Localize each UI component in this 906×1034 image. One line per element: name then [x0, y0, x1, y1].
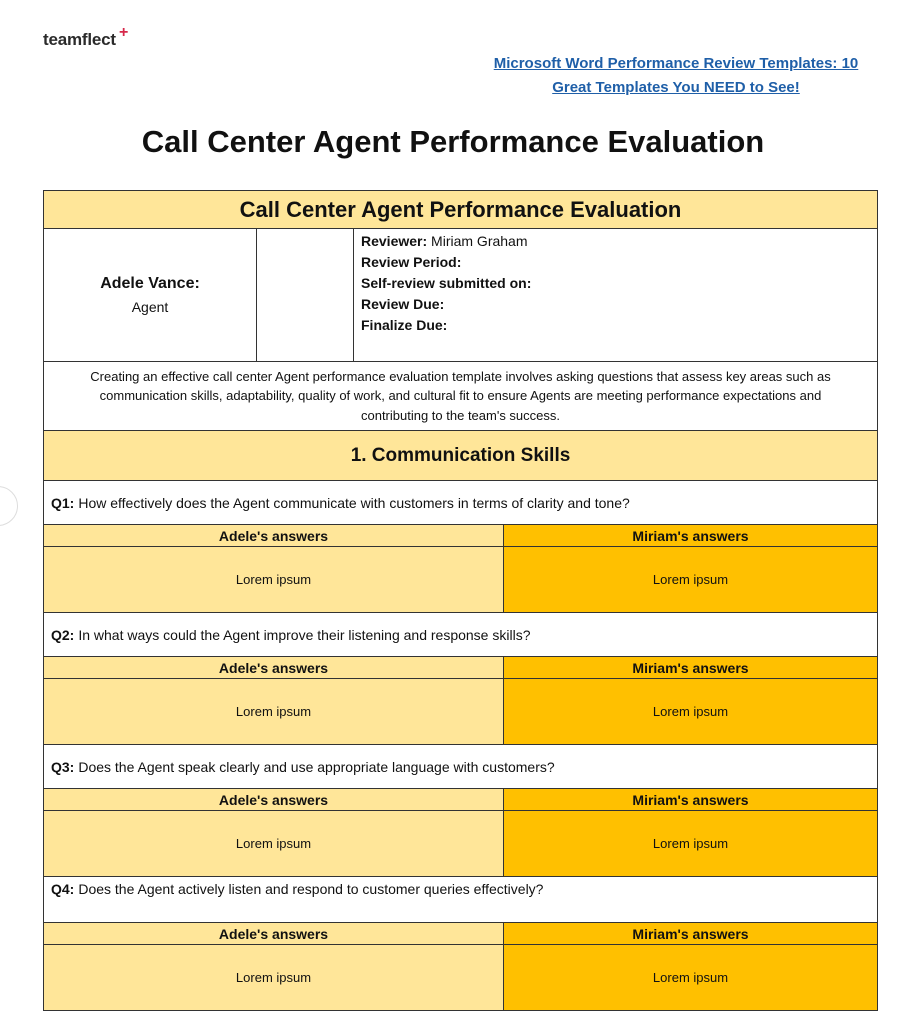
question-label: Q1:	[51, 494, 75, 511]
question-label: Q3:	[51, 758, 75, 775]
answer-body-row	[43, 547, 878, 613]
templates-link[interactable]: Microsoft Word Performance Review Templates: 10 Great Templates You NEED to See!	[493, 55, 859, 96]
adele-answers-header: Adele's answers	[44, 789, 504, 810]
question-text: In what ways could the Agent improve their listening and response skills?	[78, 626, 531, 643]
employee-role: Agent	[131, 299, 169, 315]
finalize-due-field: Finalize Due:	[361, 317, 448, 333]
employee-info-row	[43, 229, 878, 362]
miriam-answers-header: Miriam's answers	[504, 923, 877, 944]
review-due-field: Review Due:	[361, 296, 445, 312]
question-text: Does the Agent actively listen and respond to customer queries effectively?	[78, 881, 544, 897]
page-title: Call Center Agent Performance Evaluation	[141, 124, 765, 159]
adele-answers-header: Adele's answers	[44, 525, 504, 546]
question-text: How effectively does the Agent communicate with customers in terms of clarity and tone?	[78, 494, 630, 511]
answer-body-row	[43, 945, 878, 1011]
miriam-answers-header: Miriam's answers	[504, 657, 877, 678]
form-header: Call Center Agent Performance Evaluation	[43, 191, 878, 229]
adele-answer-cell[interactable]: Lorem ipsum	[44, 547, 504, 612]
answer-header-row	[43, 525, 878, 547]
employee-cell	[44, 229, 257, 361]
answer-header-row	[43, 657, 878, 679]
adele-answer-cell[interactable]: Lorem ipsum	[44, 679, 504, 744]
section-title: 1. Communication Skills	[43, 431, 878, 481]
answer-header-row	[43, 923, 878, 945]
adele-answers-header: Adele's answers	[44, 923, 504, 944]
miriam-answer-cell[interactable]: Lorem ipsum	[504, 547, 877, 612]
blank-cell	[257, 229, 354, 361]
plus-icon: +	[119, 24, 129, 41]
review-details	[354, 229, 877, 361]
reviewer-field: Reviewer: Miriam Graham	[361, 233, 528, 249]
answer-body-row	[43, 679, 878, 745]
question-text: Does the Agent speak clearly and use appropriate language with customers?	[78, 758, 555, 775]
scroll-circle-icon	[0, 486, 18, 526]
intro-text: Creating an effective call center Agent performance evaluation template involves asking questions that assess key areas such as communication skills, adaptability, quality of work, and cultural fit to ensure Agents are meeting performance expectations and contributing to the team's success.	[43, 362, 878, 431]
adele-answers-header: Adele's answers	[44, 657, 504, 678]
miriam-answers-header: Miriam's answers	[504, 525, 877, 546]
question-row-q2	[43, 613, 878, 657]
employee-name: Adele Vance:	[100, 275, 200, 292]
miriam-answers-header: Miriam's answers	[504, 789, 877, 810]
answer-body-row	[43, 811, 878, 877]
question-row-q1	[43, 481, 878, 525]
question-row-q3	[43, 745, 878, 789]
question-row-q4	[43, 877, 878, 923]
miriam-answer-cell[interactable]: Lorem ipsum	[504, 945, 877, 1010]
review-period-field: Review Period:	[361, 254, 462, 270]
brand-name: teamflect	[43, 30, 116, 49]
teamflect-logo	[43, 24, 129, 50]
miriam-answer-cell[interactable]: Lorem ipsum	[504, 679, 877, 744]
question-label: Q4:	[51, 881, 75, 897]
evaluation-form	[43, 190, 878, 1011]
adele-answer-cell[interactable]: Lorem ipsum	[44, 811, 504, 876]
adele-answer-cell[interactable]: Lorem ipsum	[44, 945, 504, 1010]
miriam-answer-cell[interactable]: Lorem ipsum	[504, 811, 877, 876]
answer-header-row	[43, 789, 878, 811]
self-review-field: Self-review submitted on:	[361, 275, 532, 291]
question-label: Q2:	[51, 626, 75, 643]
